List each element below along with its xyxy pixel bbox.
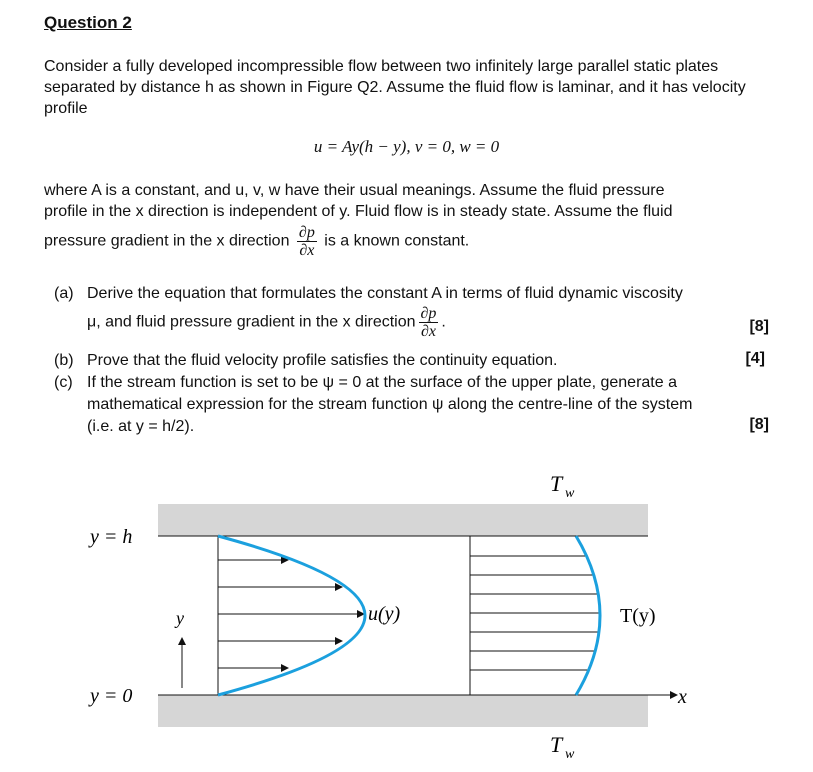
question-a-line-2-pre: μ, and fluid pressure gradient in the x direction: [87, 313, 416, 331]
question-a-line-2: [87, 305, 446, 340]
assumptions-line-2: profile in the x direction is independent of y. Fluid flow is in steady state. Assume the fluid: [44, 203, 673, 220]
svg-text:T: T: [550, 471, 563, 496]
label-y: y: [176, 608, 184, 628]
assumptions-line-3-post: is a known constant.: [324, 232, 470, 250]
intro-paragraph: Consider a fully developed incompressible flow between two infinitely large parallel static plates separated by distance h as shown in Figure Q2. Assume the fluid flow is laminar, and it has velocity profile: [44, 58, 746, 117]
pressure-gradient-fraction: [297, 224, 317, 259]
question-c-label: (c): [54, 374, 73, 391]
fraction-denominator: ∂x: [299, 242, 315, 259]
question-b-text: Prove that the fluid velocity profile satisfies the continuity equation.: [87, 352, 558, 369]
question-a-label: (a): [54, 285, 74, 302]
svg-text:w: w: [565, 747, 575, 762]
label-T-of-y: T(y): [620, 605, 656, 627]
assumptions-paragraph: [44, 180, 772, 259]
velocity-equation: u = Ay(h − y), v = 0, w = 0: [313, 137, 500, 156]
label-Tw-top: [550, 471, 575, 501]
lower-plate: [158, 695, 648, 727]
upper-plate: [158, 504, 648, 536]
assumptions-line-3-pre: pressure gradient in the x direction: [44, 232, 290, 250]
velocity-arrows: [218, 560, 364, 668]
question-b-label: (b): [54, 352, 74, 369]
label-y-equals-0: y = 0: [90, 685, 133, 707]
question-title: Question 2: [44, 13, 132, 32]
label-y-equals-h: y = h: [90, 526, 133, 548]
question-c-line-2: mathematical expression for the stream function ψ along the centre-line of the system: [87, 396, 693, 413]
figure-q2: [0, 460, 813, 772]
label-x: x: [678, 686, 687, 708]
fraction-numerator: ∂p: [298, 224, 315, 241]
temperature-lines: [470, 556, 600, 670]
question-a-fraction: [419, 305, 439, 340]
question-a-marks: [8]: [749, 318, 769, 335]
label-u-of-y: u(y): [368, 603, 401, 625]
question-c-line-1: If the stream function is set to be ψ = 0 at the surface of the upper plate, generate a: [87, 374, 677, 391]
temperature-profile-curve: [576, 536, 600, 695]
question-c-marks: [8]: [749, 416, 769, 433]
svg-text:T: T: [550, 732, 563, 757]
question-a-line-1: Derive the equation that formulates the constant A in terms of fluid dynamic viscosity: [87, 285, 683, 302]
assumptions-line-3: [44, 224, 772, 259]
question-b-marks: [4]: [745, 350, 765, 367]
question-c-line-3: (i.e. at y = h/2).: [87, 418, 195, 435]
question-a-line-2-post: .: [441, 313, 446, 331]
fraction-numerator: ∂p: [420, 305, 437, 322]
assumptions-line-1: where A is a constant, and u, v, w have their usual meanings. Assume the fluid pressure: [44, 182, 665, 199]
svg-text:w: w: [565, 486, 575, 501]
label-Tw-bottom: [550, 732, 575, 762]
fraction-denominator: ∂x: [420, 323, 436, 340]
